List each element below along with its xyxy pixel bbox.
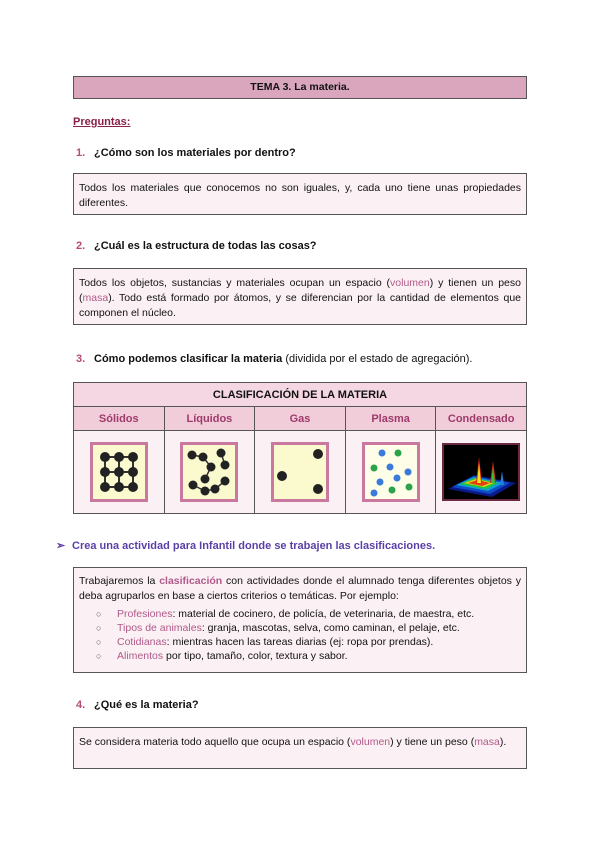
solid-particles-image bbox=[90, 442, 148, 502]
activity-intro bbox=[79, 574, 521, 604]
highlight-masa: masa bbox=[474, 736, 500, 748]
solid-cell bbox=[74, 431, 165, 514]
questions-heading: Preguntas: bbox=[73, 116, 131, 128]
circle-bullet-icon: ○ bbox=[96, 609, 102, 619]
list-item bbox=[96, 607, 521, 621]
question-number: 2. bbox=[76, 240, 86, 252]
item-highlight: Cotidianas bbox=[117, 636, 167, 648]
question-text: ¿Cómo son los materiales por dentro? bbox=[94, 147, 296, 159]
classification-title: CLASIFICACIÓN DE LA MATERIA bbox=[74, 383, 527, 407]
circle-bullet-icon: ○ bbox=[96, 651, 102, 661]
gas-particles-image bbox=[271, 442, 329, 502]
classification-table bbox=[73, 382, 527, 514]
liquid-particles-image bbox=[180, 442, 238, 502]
question-number: 3. bbox=[76, 353, 86, 365]
category-condensado: Condensado bbox=[436, 407, 527, 431]
activity-heading bbox=[56, 539, 435, 552]
highlight-clasificacion: clasificación bbox=[159, 575, 223, 587]
answer-4 bbox=[73, 727, 527, 769]
gas-cell bbox=[255, 431, 346, 514]
answer-text: Todos los materiales que conocemos no son iguales, y, cada uno tiene unas propiedades diferentes. bbox=[79, 182, 521, 209]
arrow-bullet-icon: ➢ bbox=[56, 540, 66, 552]
liquid-cell bbox=[164, 431, 255, 514]
answer-text: ) y tienen un peso ( bbox=[79, 277, 521, 304]
answer-text: Trabajaremos la bbox=[79, 575, 160, 587]
plasma-cell bbox=[345, 431, 436, 514]
list-item bbox=[96, 621, 521, 635]
plasma-particles-image bbox=[362, 442, 420, 502]
category-liquidos: Líquidos bbox=[164, 407, 255, 431]
condensate-density-plot-image bbox=[442, 443, 520, 501]
item-text: : mientras hacen las tareas diarias (ej: ropa por prendas). bbox=[166, 636, 434, 648]
circle-bullet-icon: ○ bbox=[96, 637, 102, 647]
answer-text: Todos los objetos, sustancias y materiales ocupan un espacio ( bbox=[79, 277, 391, 289]
answer-1 bbox=[73, 173, 527, 215]
item-highlight: Profesiones bbox=[117, 608, 173, 620]
answer-2 bbox=[73, 268, 527, 325]
condensate-cell bbox=[436, 431, 527, 514]
category-gas: Gas bbox=[255, 407, 346, 431]
page-title: TEMA 3. La materia. bbox=[73, 76, 527, 99]
highlight-volumen: volumen bbox=[350, 736, 391, 748]
activity-text: Crea una actividad para Infantil donde se trabajen las clasificaciones. bbox=[72, 540, 436, 552]
examples-list bbox=[79, 607, 521, 663]
category-solidos: Sólidos bbox=[74, 407, 165, 431]
answer-text: ). bbox=[499, 736, 507, 748]
question-4 bbox=[76, 699, 199, 711]
question-text: Cómo podemos clasificar la materia bbox=[94, 353, 283, 365]
question-number: 1. bbox=[76, 147, 86, 159]
question-text: ¿Qué es la materia? bbox=[94, 699, 199, 711]
item-highlight: Tipos de animales bbox=[117, 622, 202, 634]
category-plasma: Plasma bbox=[345, 407, 436, 431]
question-note: (dividida por el estado de agregación). bbox=[282, 353, 473, 365]
question-1 bbox=[76, 147, 296, 159]
item-text: : material de cocinero, de policía, de veterinaria, de maestra, etc. bbox=[172, 608, 475, 620]
answer-text: con actividades donde el alumnado tenga diferentes objetos y deba agruparlos en base a ciertos criterios o temáticas. Por ejemplo: bbox=[79, 575, 521, 602]
question-2 bbox=[76, 240, 317, 252]
item-text: : granja, mascotas, selva, como caminan, el pelaje, etc. bbox=[201, 622, 460, 634]
answer-text: ) y tiene un peso ( bbox=[390, 736, 475, 748]
question-number: 4. bbox=[76, 699, 86, 711]
question-3 bbox=[76, 353, 472, 365]
answer-activity bbox=[73, 567, 527, 673]
question-text: ¿Cuál es la estructura de todas las cosas? bbox=[94, 240, 317, 252]
highlight-volumen: volumen bbox=[390, 277, 430, 289]
highlight-masa: masa bbox=[82, 292, 109, 304]
item-highlight: Alimentos bbox=[117, 650, 164, 662]
answer-text: Se considera materia todo aquello que ocupa un espacio ( bbox=[79, 736, 351, 748]
item-text: por tipo, tamaño, color, textura y sabor. bbox=[163, 650, 348, 662]
list-item bbox=[96, 635, 521, 649]
list-item bbox=[96, 649, 521, 663]
answer-text: ). Todo está formado por átomos, y se diferencian por la cantidad de elementos que componen el núcleo. bbox=[79, 292, 521, 319]
circle-bullet-icon: ○ bbox=[96, 623, 102, 633]
